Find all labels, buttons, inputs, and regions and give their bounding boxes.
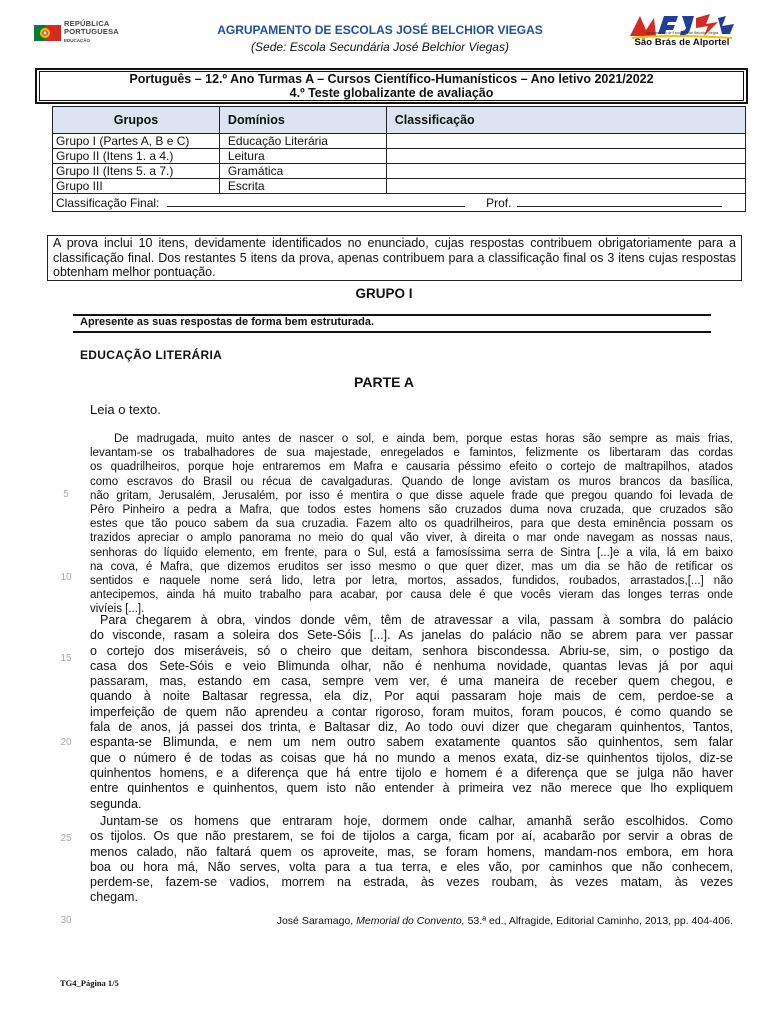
classificacao-cell[interactable] [386,164,745,179]
text-line: entre quinhentos e quinhentos, quem isto não entender à primeira vez não merece que lho expliquem [90,781,733,796]
text-line: quando à noite Baltasar regressa, ela diz, Por aqui passaram hoje mais de cem, perdoe-se a [90,689,733,704]
final-classification-row [53,194,746,212]
grupo-cell: Grupo II (Itens 1. a 4.) [53,149,220,164]
exam-info-box: A prova inclui 10 itens, devidamente identificados no enunciado, cujas respostas contribuem obrigatoriamente para a classificação final. Dos restantes 5 itens da prova, apenas contribuem para a classificação final os 3 itens cujas respostas obtenham melhor pontuação. [47,235,742,281]
table-header-row [53,107,746,134]
text-line: os tijolos. Os que não prestarem, se foi de tijolos a carga, ficam por aí, acabarão por servir a obras de [90,829,733,844]
grupo-cell: Grupo II (Itens 5. a 7.) [53,164,220,179]
text-line: Pêro Pinheiro a pedra a Mafra, que todos estes homens são cruzados duma nova cruzada, que cruzados são [90,504,733,517]
header-classificacao: Classificação [386,107,745,134]
read-prompt: Leia o texto. [90,402,161,417]
republica-logo-subtext: EDUCAÇÃO [64,38,91,43]
text-line: De madrugada, muito antes de nascer o sol, e ainda bem, porque estas horas são sempre as mais frias, [114,433,733,445]
final-classification-blank[interactable] [167,195,465,207]
text-line: antecipemos, ainda há muito trabalho para acabar, por causa dele é que vocês vieram das longes terras onde [90,589,733,602]
text-line: na cova, é Mafra, que dizemos eruditos ser isso mesmo o que quer dizer, mas um dia se hão de retificar os [90,560,733,573]
exam-test-title: 4.º Teste globalizante de avaliação [289,86,494,100]
table-row [53,164,746,179]
classificacao-cell[interactable] [386,179,745,194]
text-line: passaram, mas, estando em casa, sempre vem ver, é uma maneira de receber quem chegou, e [90,674,733,689]
text-line: o cortejo dos miseráveis, só o cheiro que deitam, senhora biscondessa. Abriu-se, sim, o postigo da [90,643,733,658]
text-line: Para chegarem à obra, vindos donde vêm, têm de atravessar a vila, passam à sombra do palácio [100,613,733,627]
final-classification-label: Classificação Final: [56,196,160,210]
text-line: quinhentos homens, e a diferença que há entre tijolo e homem é a diferença que se julga não haver [90,765,733,780]
header-dominios: Domínios [219,107,386,134]
header-grupos: Grupos [53,107,220,134]
citation [90,915,733,927]
text-line: fala de anos, já passei dos trinta, e Baltasar diz, Ao todo ouvi dizer que chegaram quinhentos, Tantos, [90,720,733,735]
grupo-cell: Grupo III [53,179,220,194]
classificacao-cell[interactable] [386,134,745,149]
line-number: 5 [63,489,69,500]
citation-details: 53.ª ed., Alfragide, Editorial Caminho, 2013, pp. 404-406. [467,915,733,927]
text-paragraph-1 [90,432,733,617]
text-line: trazidos apreciar o amplo panorama no meio do qual vão viver, à direita o mar onde navegam as nossas naus, [90,532,733,545]
group-title: GRUPO I [355,286,413,301]
text-line: menos calado, não faltará quem os aproveite, mas, se foram homens, mandam-nos embora, em hora [90,844,733,859]
table-row [53,149,746,164]
text-line: casa dos Sete-Sóis e veio Blimunda olhar, não é nenhuma novidade, quantas levas já por aqui [90,658,733,673]
part-heading: PARTE A [354,374,414,390]
prof-label: Prof. [486,196,512,210]
text-line: que o número é de todas as coisas que há no mundo a menos exata, diz-se quinhentos tijolos, diz-se [90,750,733,765]
text-line: boa ou hora má, Não serves, volta para a tua terra, e eles vão, por caminhos que não conhecem, [90,859,733,874]
text-line: estes que tão pouco sabem da sua cruzadia. Fazem alto os quadrilheiros, para que desta eminência possam os [90,518,733,531]
text-line: perdem-se, fazem-se vadios, morrem na estrada, às vezes roubam, às vezes matam, às vezes [90,875,733,890]
text-line: segunda. [90,796,142,811]
text-line: senhoras do líquido elemento, em frente, para o Sul, está a famosíssima serra de Sintra [...]e a vila, lá em baixo [90,546,733,559]
school-seat: (Sede: Escola Secundária José Belchior Viegas) [251,40,509,54]
text-line: sentidos e naquele nome será lido, letra por letra, mortos, assados, fundidos, roubados, arrastados,[...] não [90,575,733,588]
line-number: 15 [60,653,72,664]
grupo-cell: Grupo I (Partes A, B e C) [53,134,220,149]
dominio-cell: Educação Literária [219,134,386,149]
classificacao-cell[interactable] [386,149,745,164]
line-number: 10 [60,572,72,583]
dominio-cell: Escrita [219,179,386,194]
prof-blank[interactable] [517,195,722,207]
text-line: Juntam-se os homens que entraram hoje, dormem onde calhar, amanhã serão escolhidos. Como [100,814,733,828]
line-number: 25 [60,833,72,844]
instruction-rule-bottom [73,331,711,333]
text-line: os quadrilheiros, porque hoje entraremos em Mafra e causaria péssimo efeito o cortejo de maltrapilhos, atados [90,461,733,474]
text-line: vivíeis [...]. [90,603,145,616]
exam-course-title: Português – 12.º Ano Turmas A – Cursos Científico-Humanísticos – Ano letivo 2021/2022 [129,72,654,86]
text-line: não gritam, Jerusalém, Jerusalém, por isso é mentira o que disse aquele frade que pregou quando foi levada de [90,489,733,502]
dominio-cell: Gramática [219,164,386,179]
text-line: do visconde, rasam a soleira dos Sete-Sóis [...]. As janelas do palácio não se abrem para ver passar [90,628,733,643]
line-number: 20 [60,737,72,748]
text-line: levantam-se os trabalhadores de sua majestade, enregelados e famintos, felizmente os libertaram das cordas [90,447,733,460]
citation-work: Memorial do Convento, [356,915,465,927]
republica-logo-text: REPÚBLICA PORTUGUESA [64,19,119,36]
dominio-cell: Leitura [219,149,386,164]
text-paragraph-2 [90,613,733,812]
page-footer: TG4_Página 1/5 [60,978,119,988]
citation-author: José Saramago, [276,915,354,927]
school-logo-caption: Agrupamento de Escolas José Belchior Viegas [645,31,719,35]
text-line: imperfeição de quem não aprendeu a contar rigoroso, foram muitos, foram poucos, é como quando se [90,704,733,719]
text-paragraph-3 [90,814,733,906]
line-number: 30 [60,915,72,926]
text-line: espanta-se Blimunda, e nem um nem outro sabem exatamente quantos são quinhentos, sem falar [90,735,733,750]
classification-table [52,106,746,212]
text-line: como escravos do Brasil ou récua de cavalgaduras. Quando de longe avistam os muros brancos da basílica, [90,475,733,488]
instruction-text: Apresente as suas respostas de forma bem estruturada. [80,316,375,328]
section-heading: EDUCAÇÃO LITERÁRIA [80,348,223,362]
text-line: chegam. [90,890,138,905]
school-name: AGRUPAMENTO DE ESCOLAS JOSÉ BELCHIOR VIEGAS [217,23,543,37]
table-row [53,134,746,149]
school-logo-town: São Brás de Alportel [634,37,730,48]
table-row [53,179,746,194]
